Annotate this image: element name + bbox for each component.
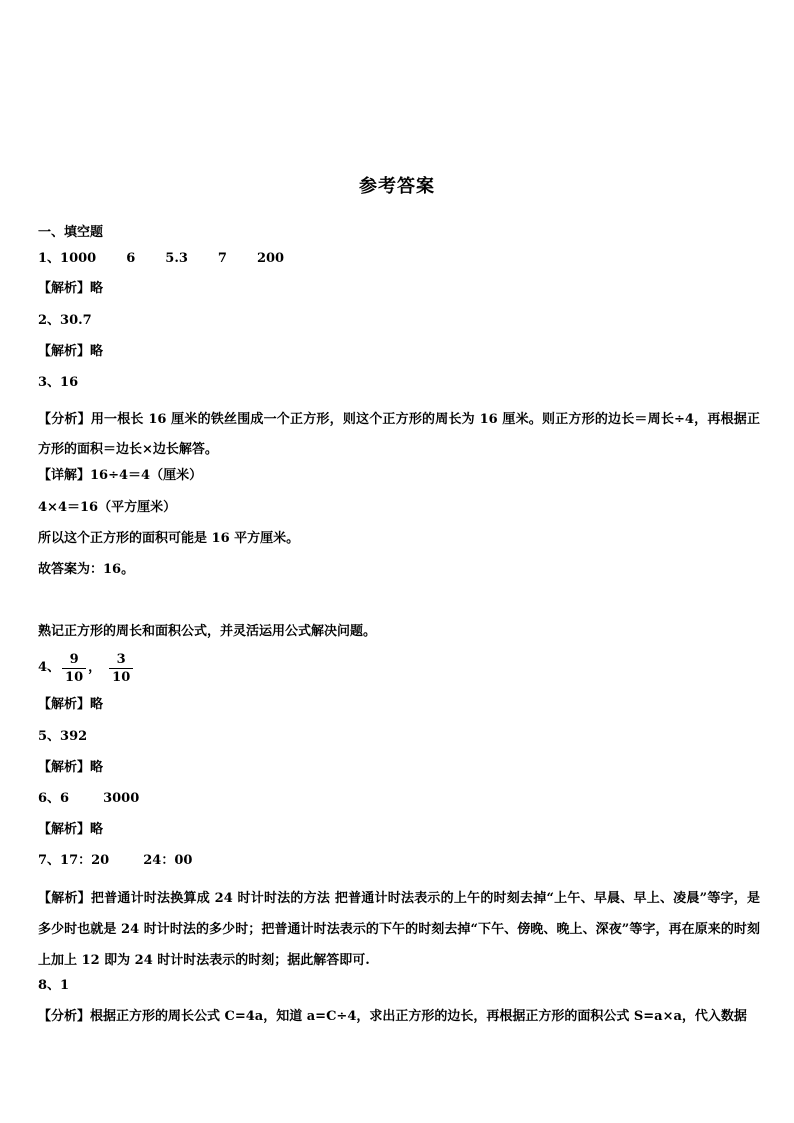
q4-fraction-2-denominator: 10: [112, 669, 131, 685]
q5-jiexi: 【解析】略: [38, 760, 104, 775]
q7-answer: [38, 852, 760, 870]
q6-answer: [38, 790, 760, 808]
fraction-bar: [62, 668, 86, 669]
q3-answer: 3、16: [38, 375, 79, 390]
page-title: 参考答案: [359, 176, 435, 197]
q3-fenxi: 【分析】用一根长 16 厘米的铁丝围成一个正方形，则这个正方形的周长为 16 厘米。则正方形的边长＝周长÷4，再根据正方形的面积＝边长×边长解答。: [38, 412, 760, 457]
q4-fraction-1: [62, 652, 86, 685]
q4-jiexi: 【解析】略: [38, 697, 104, 712]
q3-step-2: 4×4＝16（平方厘米）: [38, 500, 177, 515]
q6-jiexi: 【解析】略: [38, 822, 104, 837]
q5-answer: 5、392: [38, 729, 88, 744]
q2-answer: 2、30.7: [38, 313, 92, 328]
section-heading: 一、填空题: [38, 225, 104, 240]
q1-value-3: 5.3: [165, 251, 188, 266]
q1-label: 1、1000: [38, 251, 97, 266]
q7-value-2: 24：00: [143, 853, 193, 868]
q4-prefix: 4、: [38, 660, 61, 675]
q4-fraction-2-numerator: 3: [116, 651, 126, 667]
q3-step-3: 所以这个正方形的面积可能是 16 平方厘米。: [38, 531, 300, 546]
q1-value-4: 7: [217, 251, 227, 266]
q8-answer: 8、1: [38, 978, 70, 993]
q1-jiexi: 【解析】略: [38, 281, 104, 296]
q1-answer: [38, 250, 760, 268]
q2-jiexi: 【解析】略: [38, 344, 104, 359]
q3-step-4: 故答案为：16。: [38, 562, 135, 577]
q3-xiangjie: 【详解】16÷4＝4（厘米）: [38, 468, 203, 483]
fraction-bar: [109, 668, 133, 669]
q1-value-2: 6: [126, 251, 136, 266]
q4-answer: [38, 648, 760, 688]
q6-value-2: 3000: [103, 791, 140, 806]
q7-label: 7、17：20: [38, 853, 110, 868]
q4-fraction-2: [109, 652, 133, 685]
q4-comma: ，: [88, 660, 102, 675]
q8-fenxi: 【分析】根据正方形的周长公式 C=4a，知道 a=C÷4，求出正方形的边长，再根据正方形的面积公式 S=a×a，代入数据: [38, 1009, 747, 1024]
q6-label: 6、6: [38, 791, 70, 806]
q7-jiexi: 【解析】把普通计时法换算成 24 时计时法的方法 把普通计时法表示的上午的时刻去掉“上午、早晨、早上、凌晨”等字，是多少时也就是 24 时计时法的多少时；把普通计时法表示的下午的时刻去掉“下午、傍晚、晚上、深夜”等字，再在原来的时刻上加上 12 即为 24 时计时法表示的时刻；据此解答即可.: [38, 891, 760, 968]
q4-fraction-1-denominator: 10: [65, 669, 84, 685]
q4-fraction-1-numerator: 9: [69, 651, 79, 667]
q3-note: 熟记正方形的周长和面积公式，并灵活运用公式解决问题。: [38, 624, 377, 639]
q1-value-5: 200: [256, 251, 285, 266]
